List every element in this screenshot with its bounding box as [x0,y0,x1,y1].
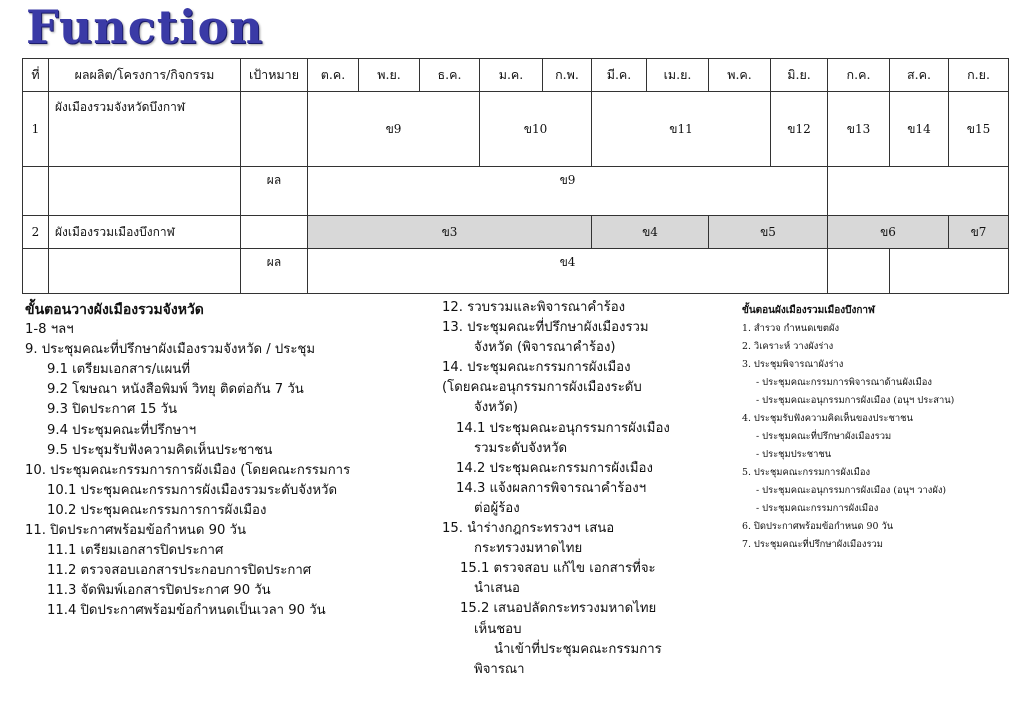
step-line: (โดยคณะอนุกรรมการผังเมืองระดับ [442,380,642,396]
step-line: 9.3 ปิดประกาศ 15 วัน [47,402,177,418]
header-cell: เป้าหมาย [241,59,308,92]
step-line: - ประชุมคณะกรรมการผังเมือง [756,503,879,514]
step-line: 14.2 ประชุมคณะกรรมการผังเมือง [456,460,653,476]
result-cell-empty [828,249,890,294]
table-row [23,249,1009,294]
step-line: 14.3 แจ้งผลการพิจารณาคำร้องฯ [456,480,647,496]
step-line: 9.2 โฆษณา หนังสือพิมพ์ วิทยุ ติดต่อกัน 7 วัน [47,382,304,398]
row-name [49,249,241,294]
step-line: 9. ประชุมคณะที่ปรึกษาผังเมืองรวมจังหวัด / ประชุม [25,342,316,358]
header-cell: ต.ค. [308,59,359,92]
step-line: รวมระดับจังหวัด [474,440,568,456]
step-cell: ข12 [771,92,828,167]
step-line: 3. ประชุมพิจารณาผังร่าง [742,359,844,370]
schedule-table [22,58,1009,294]
target-cell [241,92,308,167]
step-line: 5. ประชุมคณะกรรมการผังเมือง [742,467,871,478]
step-line: 9.4 ประชุมคณะที่ปรึกษาฯ [47,422,197,438]
table-row [23,92,1009,167]
table-header-row [23,59,1009,92]
header-cell: เม.ย. [647,59,709,92]
target-cell: ผล [241,249,308,294]
step-cell: ข3 [308,216,592,249]
table-row [23,216,1009,249]
result-cell-empty [890,249,1009,294]
step-line: 12. รวบรวมและพิจารณาคำร้อง [442,300,626,315]
step-line: 1. สำรวจ กำหนดเขตผัง [742,323,840,334]
target-cell [241,216,308,249]
step-line: 14. ประชุมคณะกรรมการผังเมือง [442,360,631,376]
step-cell: ข9 [308,92,480,167]
row-name [49,167,241,216]
province-plan-steps-continued [442,298,732,680]
step-line: 11.4 ปิดประกาศพร้อมข้อกำหนดเป็นเวลา 90 วัน [47,603,326,619]
result-cell-empty [828,167,1009,216]
step-line: 2. วิเคราะห์ วางผังร่าง [742,341,834,352]
step-cell: ข7 [949,216,1009,249]
step-line: นำเข้าที่ประชุมคณะกรรมการ [494,641,662,657]
step-line: จังหวัด) [474,400,518,416]
header-cell: ม.ค. [480,59,543,92]
step-line: 15.2 เสนอปลัดกระทรวงมหาดไทย [460,601,657,617]
step-line: เห็นชอบ [474,621,522,637]
header-cell: ส.ค. [890,59,949,92]
step-line: 6. ปิดประกาศพร้อมข้อกำหนด 90 วัน [742,521,894,532]
step-line: - ประชุมคณะอนุกรรมการผังเมือง (อนุฯ ประสาน) [756,395,955,406]
step-cell: ข14 [890,92,949,167]
step-line: นำเสนอ [474,581,520,597]
step-line: 11.2 ตรวจสอบเอกสารประกอบการปิดประกาศ [47,563,312,579]
step-cell: ข15 [949,92,1009,167]
header-cell: ก.ย. [949,59,1009,92]
step-line: 15. นำร่างกฎกระทรวงฯ เสนอ [442,521,615,537]
page-title: Function [26,0,264,54]
step-line: ต่อผู้ร้อง [474,500,520,516]
result-cell: ข9 [308,167,828,216]
table-row [23,167,1009,216]
header-cell: มี.ค. [592,59,647,92]
step-line: - ประชุมคณะที่ปรึกษาผังเมืองรวม [756,431,892,442]
step-line: 10.1 ประชุมคณะกรรมการผังเมืองรวมระดับจังหวัด [47,482,338,498]
step-line: - ประชุมประชาชน [756,449,832,460]
step-line: 7. ประชุมคณะที่ปรึกษาผังเมืองรวม [742,539,883,550]
step-line: 10.2 ประชุมคณะกรรมการการผังเมือง [47,502,267,518]
header-cell: ก.ค. [828,59,890,92]
step-line: กระทรวงมหาดไทย [474,541,583,557]
header-cell: ที่ [23,59,49,92]
step-cell: ข4 [592,216,709,249]
city-plan-steps [742,302,1022,554]
row-number [23,167,49,216]
step-line: 10. ประชุมคณะกรรมการการผังเมือง (โดยคณะกรรมการ [25,462,351,478]
step-line: 11. ปิดประกาศพร้อมข้อกำหนด 90 วัน [25,523,246,539]
target-cell: ผล [241,167,308,216]
step-line: 1-8 ฯลฯ [25,322,74,338]
step-line: - ประชุมคณะอนุกรรมการผังเมือง (อนุฯ วางผัง) [756,485,947,496]
province-plan-steps [25,300,425,622]
row-number: 2 [23,216,49,249]
row-name: ผังเมืองรวมเมืองบึงกาฬ [49,216,241,249]
step-line: 4. ประชุมรับฟังความคิดเห็นของประชาชน [742,413,913,424]
step-cell: ข13 [828,92,890,167]
step-line: 9.1 เตรียมเอกสาร/แผนที่ [47,362,191,378]
step-cell: ข10 [480,92,592,167]
step-line: 11.1 เตรียมเอกสารปิดประกาศ [47,543,224,559]
section-heading: ขั้นตอนผังเมืองรวมเมืองบึงกาฬ [742,305,875,316]
header-cell: ก.พ. [543,59,592,92]
header-cell: ธ.ค. [420,59,480,92]
header-cell: ผลผลิต/โครงการ/กิจกรรม [49,59,241,92]
row-number [23,249,49,294]
step-line: จังหวัด (พิจารณาคำร้อง) [474,340,616,356]
row-number: 1 [23,92,49,167]
header-cell: พ.ค. [709,59,771,92]
step-cell: ข11 [592,92,771,167]
step-cell: ข6 [828,216,949,249]
result-cell: ข4 [308,249,828,294]
step-line: - ประชุมคณะกรรมการพิจารณาด้านผังเมือง [756,377,932,388]
step-line: พิจารณา [474,661,525,677]
header-cell: มิ.ย. [771,59,828,92]
section-heading: ขั้นตอนวางผังเมืองรวมจังหวัด [25,302,204,318]
step-cell: ข5 [709,216,828,249]
step-line: 9.5 ประชุมรับฟังความคิดเห็นประชาชน [47,442,273,458]
step-line: 14.1 ประชุมคณะอนุกรรมการผังเมือง [456,420,670,436]
step-line: 15.1 ตรวจสอบ แก้ไข เอกสารที่จะ [460,561,656,577]
step-line: 11.3 จัดพิมพ์เอกสารปิดประกาศ 90 วัน [47,583,271,599]
row-name: ผังเมืองรวมจังหวัดบึงกาฬ [49,92,241,167]
header-cell: พ.ย. [359,59,420,92]
step-line: 13. ประชุมคณะที่ปรึกษาผังเมืองรวม [442,320,649,336]
